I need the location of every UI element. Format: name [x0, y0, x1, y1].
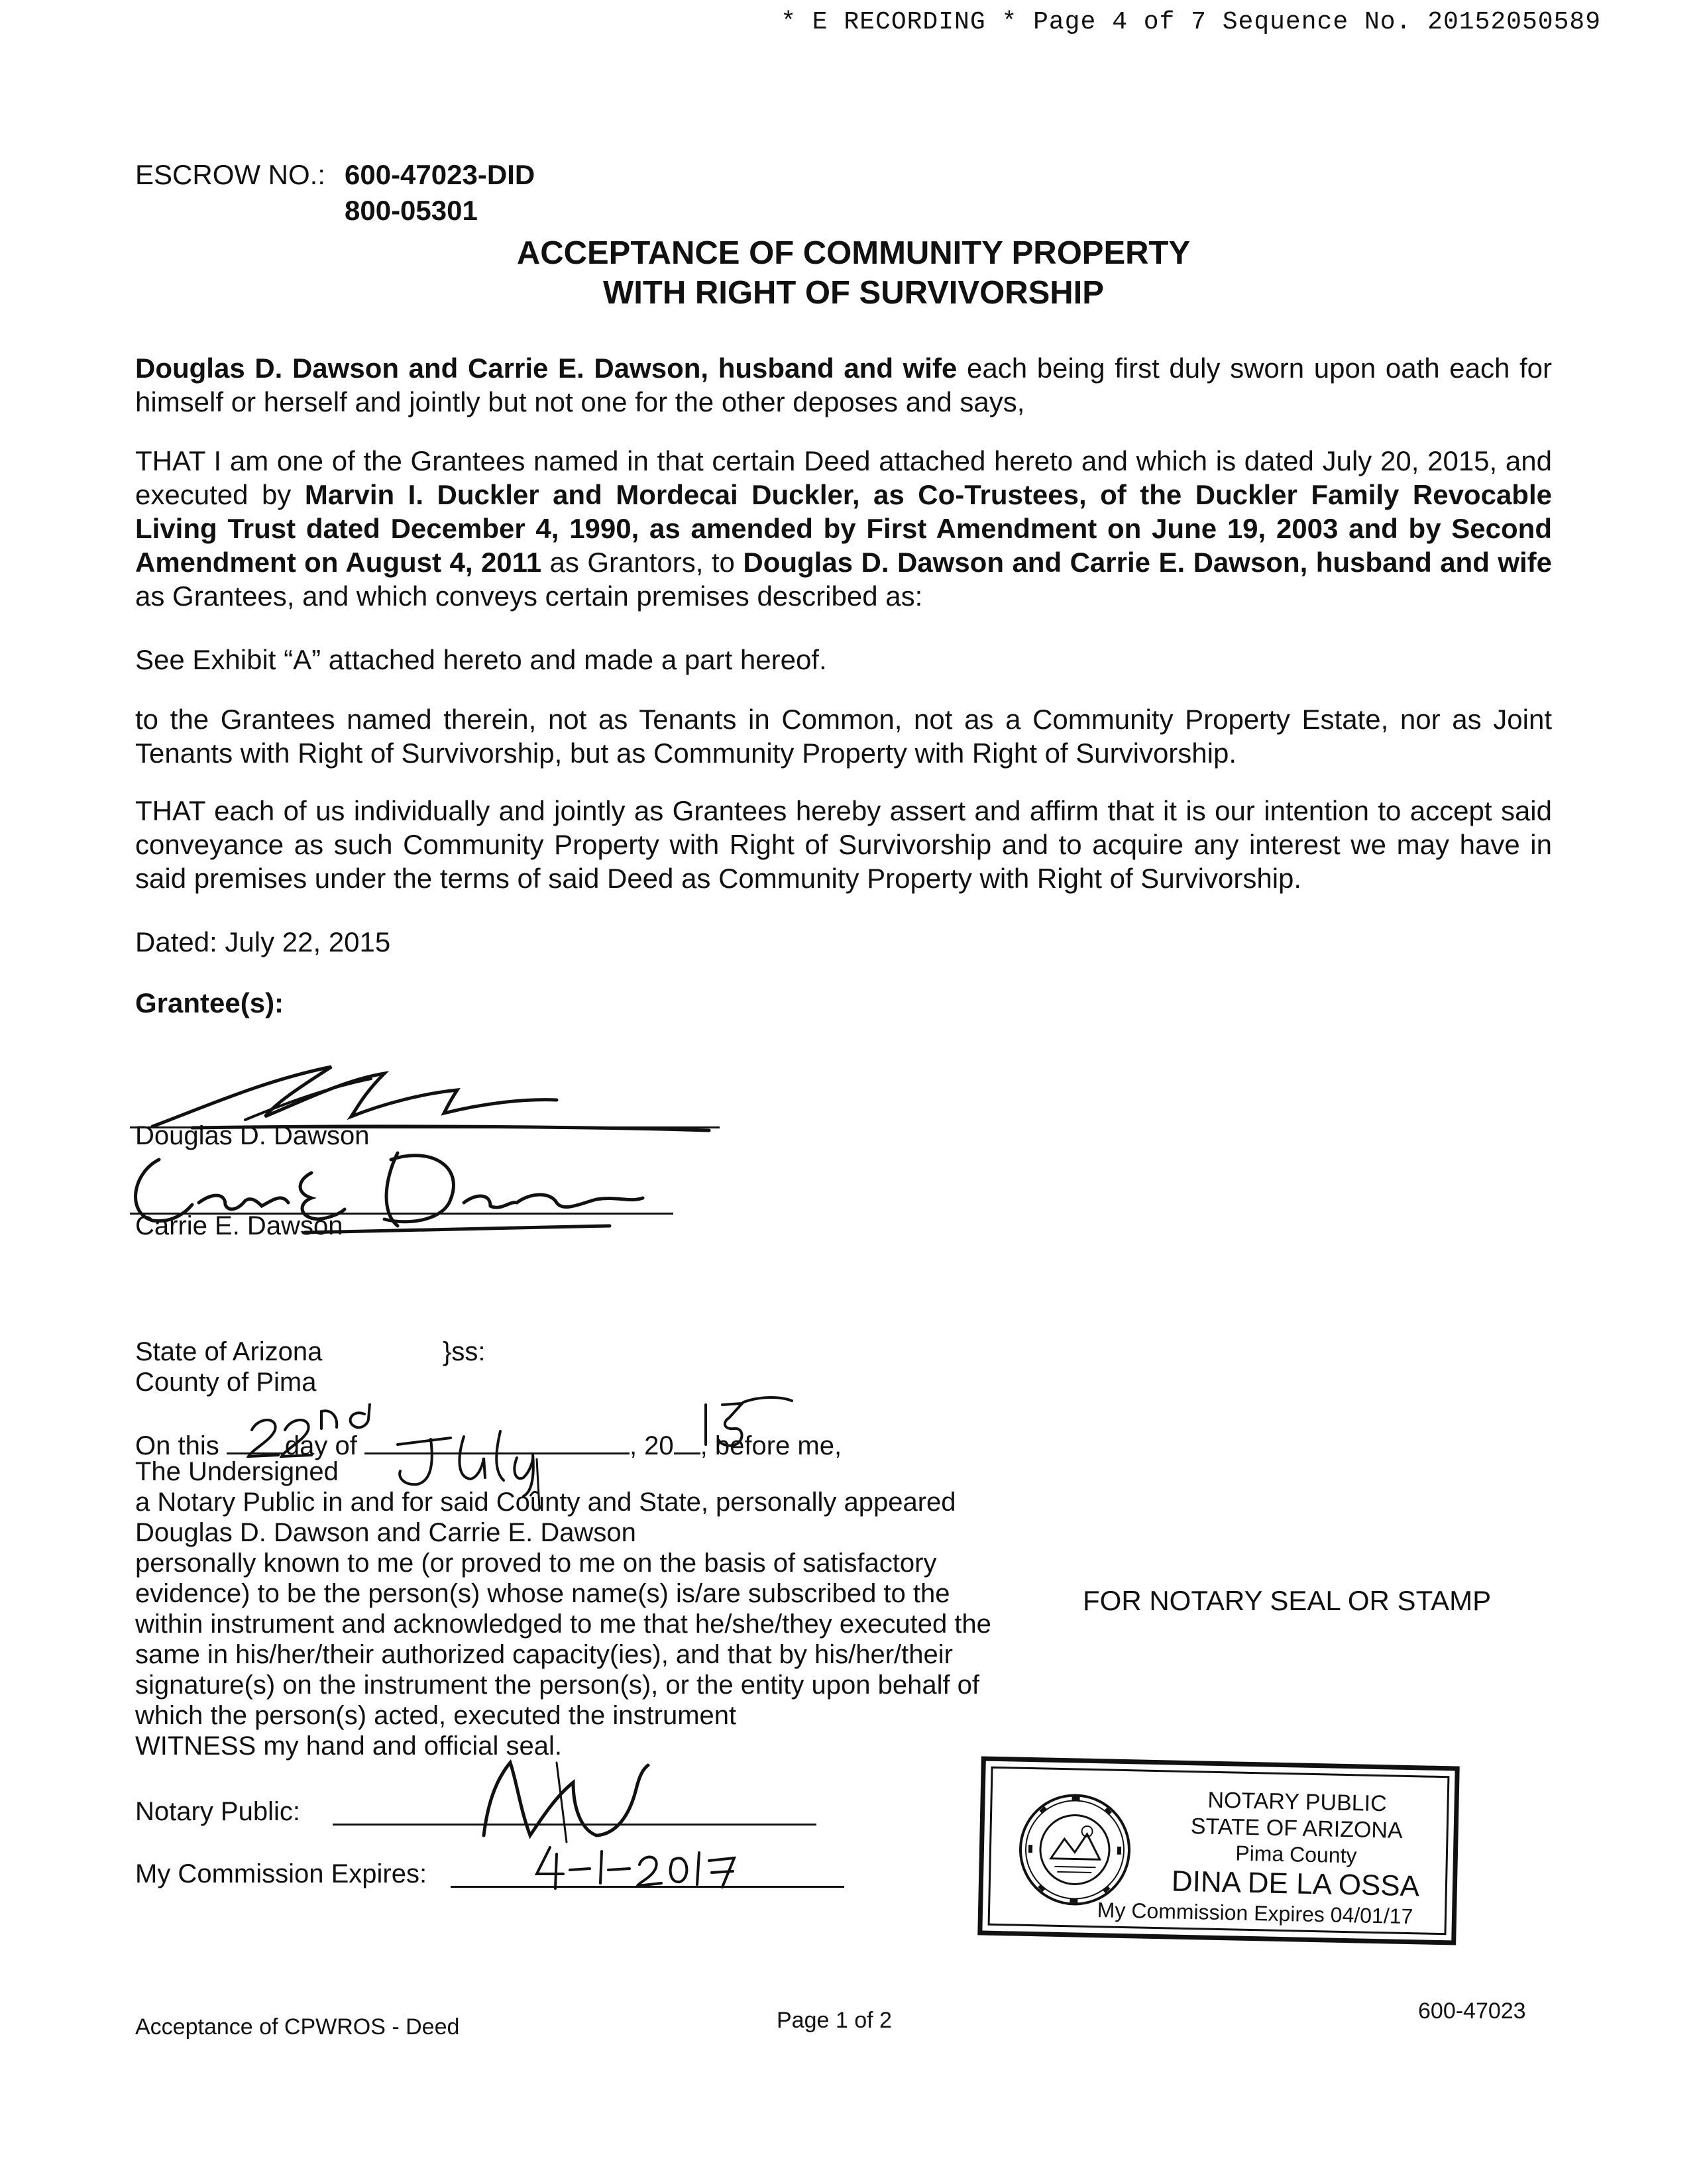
paragraph-intro [135, 351, 1552, 419]
stamp-notary-name: DINA DE LA OSSA [1171, 1865, 1420, 1903]
escrow-number-secondary: 800-05301 [345, 195, 478, 226]
title-line-1: ACCEPTANCE OF COMMUNITY PROPERTY [516, 235, 1191, 271]
footer-file-number: 600-47023 [1418, 1998, 1526, 2024]
notary-signature-line [333, 1824, 816, 1826]
acknowledgment-line: Douglas D. Dawson and Carrie E. Dawson [135, 1518, 636, 1547]
acknowledgment-line: within instrument and acknowledged to me that he/she/they executed the [135, 1610, 991, 1639]
commission-expires-line [451, 1886, 844, 1888]
grantor-names: Marvin I. Duckler and Mordecai Duckler, as Co-Trustees, of the Duckler Family Revocable Living Trust dated December 4, 1990, as amended by First Amendment on June 19, 2003 and by Second Amendment on August 4, 2011 [135, 479, 1552, 578]
grantee-names: Douglas D. Dawson and Carrie E. Dawson, husband and wife [743, 547, 1553, 578]
before-me-label: , before me, [700, 1431, 842, 1460]
acknowledgment-line: personally known to me (or proved to me on the basis of satisfactory [135, 1549, 937, 1578]
commission-expires-label: My Commission Expires: [135, 1859, 427, 1888]
stamp-commission-expiry: My Commission Expires 04/01/17 [1097, 1898, 1413, 1929]
signer-name-2: Carrie E. Dawson [135, 1211, 343, 1240]
acknowledgment-date-row [135, 1426, 1063, 1460]
venue-state: State of Arizona [135, 1337, 323, 1366]
deed-text-c: as Grantors, to [541, 547, 743, 578]
paragraph-exhibit: See Exhibit “A” attached hereto and made a part hereof. [135, 644, 827, 675]
escrow-label: ESCROW NO.: [135, 159, 326, 190]
footer-document-name: Acceptance of CPWROS - Deed [135, 2014, 460, 2040]
year-prefix: , 20 [629, 1431, 674, 1460]
year-blank [674, 1426, 700, 1454]
deed-text-a: THAT I am one of the Grantees named in that certain Deed attached hereto and which is dated July 20, 2015, and executed by [135, 445, 1552, 510]
acknowledgment-line: which the person(s) acted, executed the instrument [135, 1701, 737, 1730]
paragraph-deed-statement [135, 444, 1552, 613]
intro-text: each being first duly sworn upon oath each for himself or herself and jointly but not one for the other deposes and says, [135, 353, 1552, 417]
acknowledgment-line: The Undersigned [135, 1457, 339, 1486]
venue-ss-mark: }ss: [443, 1337, 486, 1366]
deed-text-e: as Grantees, and which conveys certain premises described as: [135, 580, 923, 612]
document-title [0, 233, 1707, 313]
witness-line: WITNESS my hand and official seal. [135, 1731, 562, 1761]
paragraph-affirmation: THAT each of us individually and jointly as Grantees hereby assert and affirm that it is our intention to accept said conveyance as such Community Property with Right of Survivorship and to acquire any interest we may have in said premises under the terms of said Deed as Community Property with Right of Survivorship. [135, 795, 1552, 894]
seal-placeholder-label: FOR NOTARY SEAL OR STAMP [1083, 1585, 1492, 1616]
day-blank [227, 1426, 285, 1454]
acknowledgment-line: evidence) to be the person(s) whose name(s) is/are subscribed to the [135, 1579, 950, 1608]
grantees-label: Grantee(s): [135, 987, 284, 1018]
acknowledgment-line: signature(s) on the instrument the person(s), or the entity upon behalf of [135, 1670, 980, 1700]
footer-page-number: Page 1 of 2 [777, 2008, 892, 2033]
stamp-notary-public: NOTARY PUBLIC [1207, 1787, 1388, 1817]
paragraph-tenancy: to the Grantees named therein, not as Tenants in Common, not as a Community Property Estate, nor as Joint Tenants with Right of Survivorship, but as Community Property with Right of Survivorship. [135, 704, 1552, 769]
acknowledgment-line: same in his/her/their authorized capacity(ies), and that by his/her/their [135, 1640, 953, 1669]
acknowledgment-line: a Notary Public in and for said County and State, personally appeared [135, 1488, 956, 1517]
title-line-2: WITH RIGHT OF SURVIVORSHIP [603, 275, 1104, 311]
signer-name-1: Douglas D. Dawson [135, 1121, 370, 1150]
notary-acknowledgment [135, 1426, 1063, 1761]
stamp-county: Pima County [1235, 1841, 1357, 1868]
dated-line: Dated: July 22, 2015 [135, 926, 391, 957]
arizona-state-seal [1017, 1792, 1133, 1908]
on-this-label: On this [135, 1431, 219, 1460]
recording-header: * E RECORDING * Page 4 of 7 Sequence No. 20152050589 [781, 8, 1601, 36]
stamp-inner-border [988, 1767, 1450, 1935]
day-of-label: day of [284, 1431, 357, 1460]
stamp-state: STATE OF ARIZONA [1190, 1814, 1404, 1843]
notary-public-label: Notary Public: [135, 1797, 300, 1826]
month-blank [364, 1426, 630, 1454]
intro-grantee-names: Douglas D. Dawson and Carrie E. Dawson, husband and wife [135, 353, 958, 384]
venue-county: County of Pima [135, 1368, 317, 1397]
notary-stamp [977, 1756, 1459, 1945]
escrow-number-primary: 600-47023-DID [345, 159, 535, 190]
